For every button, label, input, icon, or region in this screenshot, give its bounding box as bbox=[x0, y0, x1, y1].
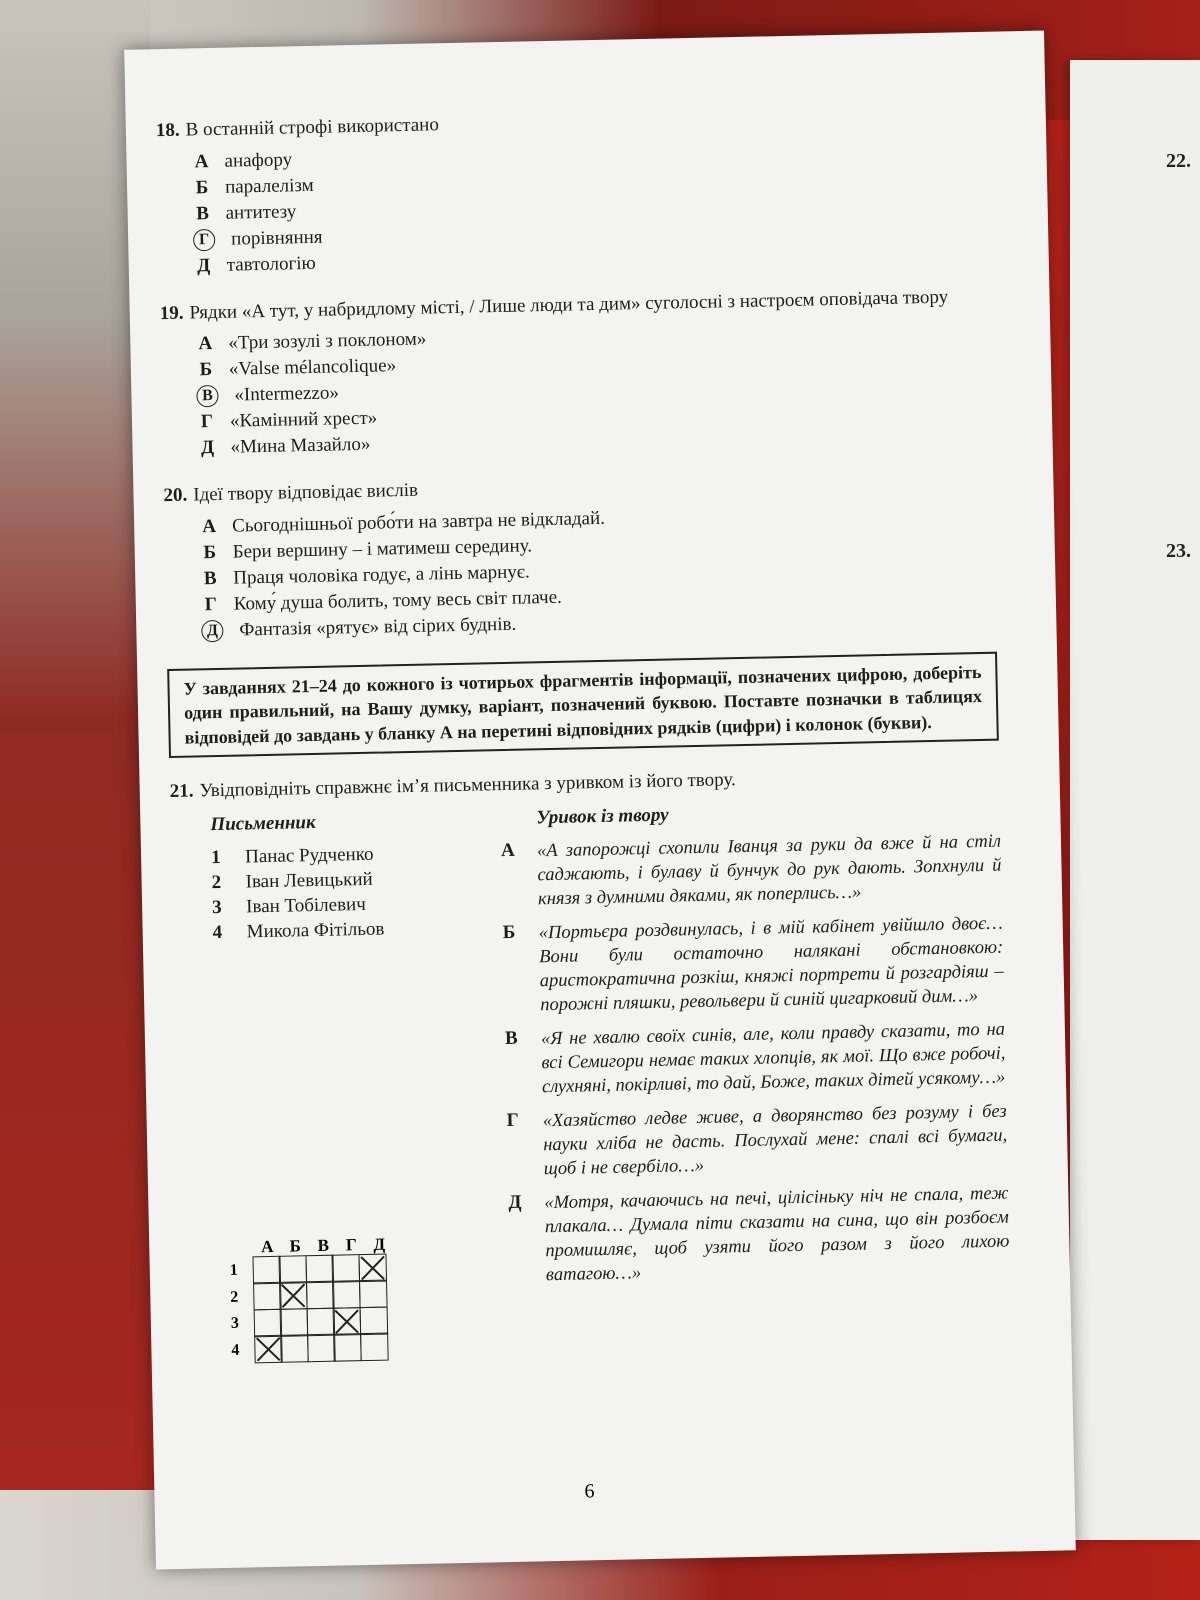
option-text: анафору bbox=[224, 148, 293, 172]
grid-cell-marked[interactable] bbox=[279, 1281, 308, 1310]
option-text: Фантазія «рятує» від сірих буднів. bbox=[239, 613, 517, 641]
option-text: «Мина Мазайло» bbox=[230, 434, 371, 459]
next-page-q23-number: 23. bbox=[1166, 540, 1191, 562]
grid-row-label: 1 bbox=[229, 1261, 238, 1280]
option-letter: Б bbox=[199, 359, 213, 381]
fragment-letter: Б bbox=[502, 921, 516, 943]
question-20 bbox=[163, 467, 996, 645]
option-text: тавтологію bbox=[226, 252, 316, 276]
grid-cell[interactable] bbox=[306, 1281, 335, 1310]
writer-number: 3 bbox=[211, 897, 222, 919]
question-20-number: 20. bbox=[163, 484, 188, 507]
question-18-text: В останній строфі використано bbox=[185, 114, 440, 141]
page-number: 6 bbox=[584, 1480, 595, 1503]
option-letter: Д bbox=[196, 254, 211, 277]
grid-row-label: 3 bbox=[230, 1314, 240, 1333]
option-letter: Б bbox=[195, 176, 209, 199]
writer-name: Микола Фітільов bbox=[246, 918, 385, 943]
question-20-options bbox=[196, 498, 997, 645]
question-21-stem bbox=[169, 763, 999, 805]
option-letter: Д bbox=[200, 437, 215, 459]
fragment-letter: Д bbox=[508, 1191, 522, 1214]
grid-cell-marked[interactable] bbox=[333, 1307, 362, 1336]
writer-name: Іван Левицький bbox=[245, 868, 373, 893]
answer-grid bbox=[229, 1234, 396, 1363]
writer-name: Панас Рудченко bbox=[244, 843, 374, 868]
grid-cell[interactable] bbox=[307, 1334, 336, 1363]
instruction-box: У завданнях 21–24 до кожного із чотирьох фрагментів інформації, позначених цифрою, доберіть один правильний, на Вашу думку, варіант, позначений буквою. Поставте позначки в таблицях відповідей до завдань у бланку А на перетині відповідних рядків (цифри) і колонок (букви). bbox=[167, 652, 999, 758]
question-19-text: Рядки «А тут, у набридлому місті, / Лише люди та дим» суголосні з настроєм оповідача твору bbox=[189, 286, 949, 324]
question-21-number: 21. bbox=[169, 780, 194, 802]
fragment-text: «Мотря, качаючись на печі, цілісіньку ніч не спала, теж плакала… Думала піти сказати на сина, що він розбоєм промишляє, щоб узяти його разом з його лихою ватагою…» bbox=[544, 1183, 1010, 1286]
option-text: антитезу bbox=[225, 200, 297, 224]
option-letter: А bbox=[202, 516, 217, 538]
grid-cell[interactable] bbox=[333, 1333, 362, 1362]
grid-col-label: Б bbox=[289, 1236, 302, 1256]
option-text: «Камінний хрест» bbox=[229, 407, 378, 433]
grid-cell[interactable] bbox=[360, 1333, 389, 1362]
grid-col-label: В bbox=[317, 1235, 330, 1256]
question-18 bbox=[156, 102, 989, 280]
fragments-header: Уривок із твору bbox=[536, 804, 669, 828]
option-letter: Г bbox=[200, 411, 214, 433]
writer-number: 2 bbox=[211, 872, 222, 894]
question-20-text: Ідеї твору відповідає вислів bbox=[193, 480, 419, 506]
question-21 bbox=[169, 763, 1010, 1306]
grid-col-label: А bbox=[260, 1236, 274, 1257]
option-letter-circled: В bbox=[196, 385, 218, 407]
grid-cell-marked[interactable] bbox=[254, 1335, 283, 1364]
option-text: Праця чоловіка годує, а лінь марнує. bbox=[233, 561, 530, 589]
grid-cell[interactable] bbox=[305, 1254, 334, 1283]
grid-cell[interactable] bbox=[359, 1280, 388, 1309]
fragment-letter: Г bbox=[506, 1109, 520, 1132]
question-19-options bbox=[192, 315, 993, 462]
option-letter: А bbox=[194, 150, 209, 173]
answer-grid-row bbox=[231, 1334, 396, 1364]
option-letter: А bbox=[198, 333, 213, 355]
writers-column bbox=[170, 808, 510, 1306]
grid-col-label: Г bbox=[345, 1235, 357, 1255]
option-text: «Valse mélancolique» bbox=[228, 355, 397, 381]
next-page-edge bbox=[1070, 60, 1200, 1540]
writer-item bbox=[212, 915, 502, 946]
grid-cell[interactable] bbox=[280, 1334, 309, 1363]
option-letter-circled: Д bbox=[201, 620, 223, 642]
grid-col-label: Д bbox=[373, 1234, 386, 1254]
grid-cell[interactable] bbox=[280, 1308, 309, 1337]
writer-name: Іван Тобілевич bbox=[245, 894, 366, 918]
question-18-number: 18. bbox=[155, 119, 180, 142]
fragment-text: «А запорожці схопили Іванця за руки да вже й на стіл саджають, і булаву й бунчук до рук дають. Зопхнули й князя з думними дяками, як поперлись…» bbox=[536, 831, 1002, 910]
fragment-text: «Хазяйство ледве живе, а дворянство без розуму і без науки хліба не дасть. Послухай мене: спалі всі бумаги, щоб і не свербіло…» bbox=[542, 1101, 1008, 1180]
fragment-text: «Портьєра роздвинулась, і в мій кабінет увійшло двоє… Вони були остаточно налякані обстановкою: аристократична розкіш, княжі портрети й розгардіяш – порожні пляшки, револьвери й синій цигарковий дим…» bbox=[538, 913, 1004, 1016]
option-letter: В bbox=[196, 202, 210, 225]
grid-cell[interactable] bbox=[359, 1306, 388, 1335]
grid-row-label: 4 bbox=[231, 1341, 240, 1359]
fragment-item bbox=[503, 911, 1005, 1018]
answer-grid-body bbox=[230, 1254, 396, 1363]
fragment-item bbox=[505, 1018, 1006, 1101]
grid-cell[interactable] bbox=[253, 1308, 282, 1337]
grid-cell[interactable] bbox=[332, 1280, 361, 1309]
question-18-options bbox=[188, 132, 989, 279]
grid-cell[interactable] bbox=[252, 1255, 281, 1284]
option-text: Сьогоднішньої робо́ти на завтра не відкладай. bbox=[231, 507, 606, 537]
next-page-q22-number: 22. bbox=[1166, 150, 1191, 172]
page-content bbox=[156, 102, 1011, 1328]
grid-cell[interactable] bbox=[253, 1282, 282, 1311]
option-letter-circled: Г bbox=[193, 229, 215, 251]
option-letter: В bbox=[203, 568, 217, 590]
fragment-letter: В bbox=[504, 1027, 518, 1050]
writer-number: 4 bbox=[212, 922, 223, 944]
grid-cell[interactable] bbox=[306, 1307, 335, 1336]
fragment-item bbox=[508, 1182, 1010, 1289]
grid-row-label: 2 bbox=[230, 1288, 239, 1306]
option-text: «Три зозулі з поклоном» bbox=[228, 328, 427, 355]
fragments-column bbox=[500, 797, 1010, 1298]
writer-number: 1 bbox=[210, 847, 221, 869]
fragment-text: «Я не хвалю своїх синів, але, коли правду сказати, то на всі Семигори немає таких хлопців, як мої. Що вже робочі, слухняні, покірливі, то дай, Боже, таких дітей усякому…» bbox=[540, 1019, 1006, 1098]
option-letter: Г bbox=[204, 594, 218, 616]
option-text: порівняння bbox=[230, 226, 323, 250]
fragment-item bbox=[506, 1100, 1007, 1183]
option-letter: Б bbox=[203, 542, 217, 564]
option-text: Кому́ душа болить, тому весь світ плаче. bbox=[233, 586, 562, 615]
writers-header: Письменник bbox=[210, 811, 316, 835]
test-page bbox=[124, 31, 1076, 1570]
grid-cell[interactable] bbox=[278, 1255, 307, 1284]
question-19 bbox=[159, 284, 992, 462]
fragment-item bbox=[501, 829, 1002, 912]
option-text: Бери вершину – і матимеш середину. bbox=[232, 535, 533, 563]
option-text: паралелізм bbox=[224, 174, 314, 198]
question-19-number: 19. bbox=[159, 302, 184, 324]
grid-cell-marked[interactable] bbox=[358, 1253, 387, 1282]
option-text: «Intermezzo» bbox=[234, 382, 340, 406]
grid-cell[interactable] bbox=[331, 1254, 360, 1283]
question-21-text: Увідповідніть справжнє ім’я письменника з уривком із його твору. bbox=[199, 769, 736, 802]
matching-columns bbox=[170, 797, 1010, 1305]
fragment-letter: А bbox=[500, 839, 515, 861]
